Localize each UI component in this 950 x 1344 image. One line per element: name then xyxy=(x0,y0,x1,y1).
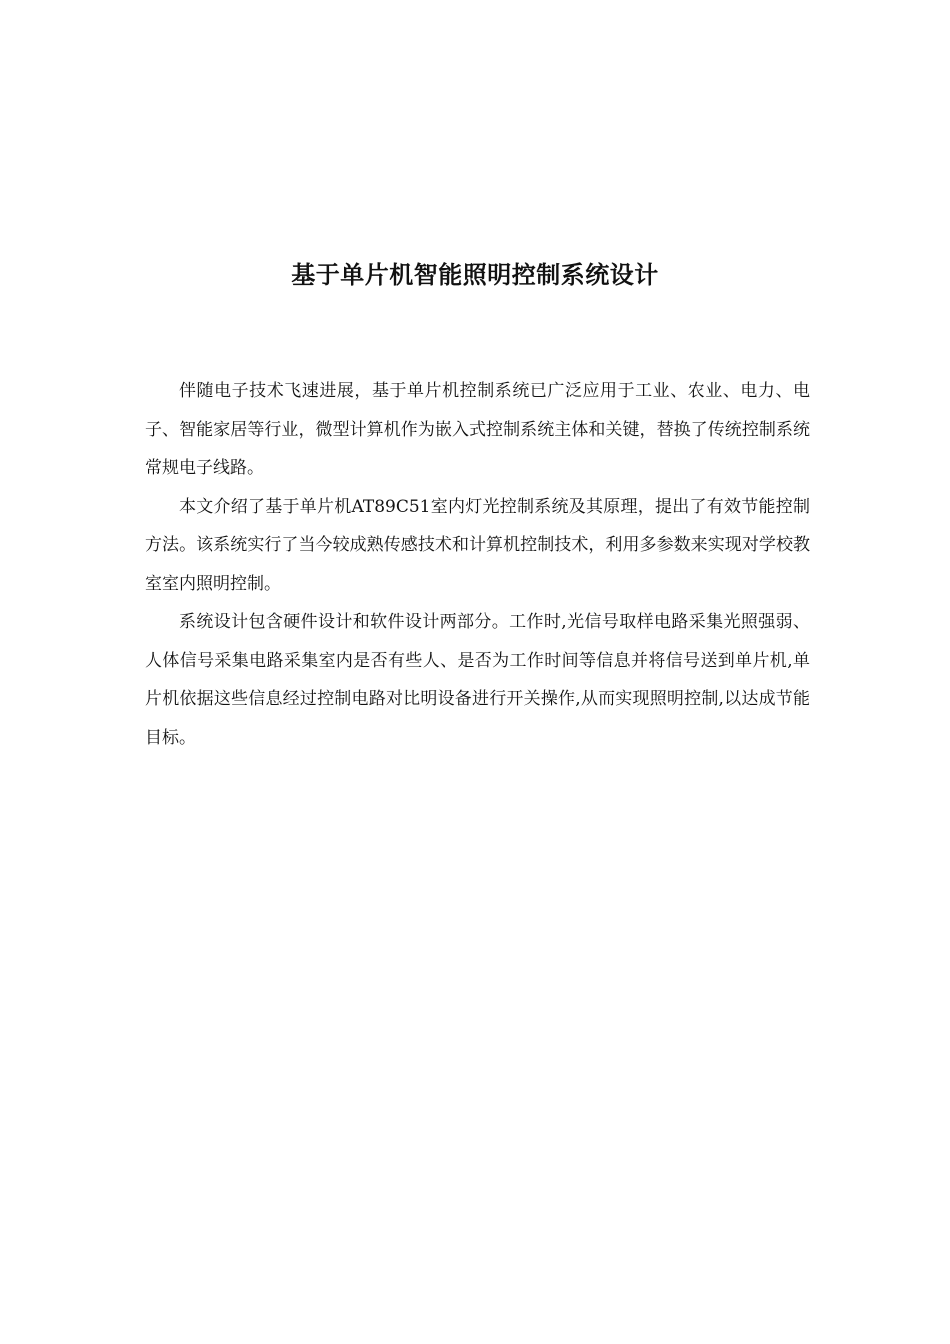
paragraph-1: 伴随电子技术飞速进展，基于单片机控制系统已广泛应用于工业、农业、电力、电子、智能家居等行业，微型计算机作为嵌入式控制系统主体和关键，替换了传统控制系统常规电子线路。 xyxy=(145,381,810,478)
document-body xyxy=(145,372,810,757)
paragraph-3: 系统设计包含硬件设计和软件设计两部分。工作时,光信号取样电路采集光照强弱、人体信号采集电路采集室内是否有些人、是否为工作时间等信息并将信号送到单片机,单片机依据这些信息经过控制电路对比明设备进行开关操作,从而实现照明控制,以达成节能目标。 xyxy=(145,612,810,748)
paragraph-2: 本文介绍了基于单片机AT89C51室内灯光控制系统及其原理，提出了有效节能控制方法。该系统实行了当今较成熟传感技术和计算机控制技术，利用多参数来实现对学校教室室内照明控制。 xyxy=(145,496,810,594)
document-title: 基于单片机智能照明控制系统设计 xyxy=(291,261,659,289)
